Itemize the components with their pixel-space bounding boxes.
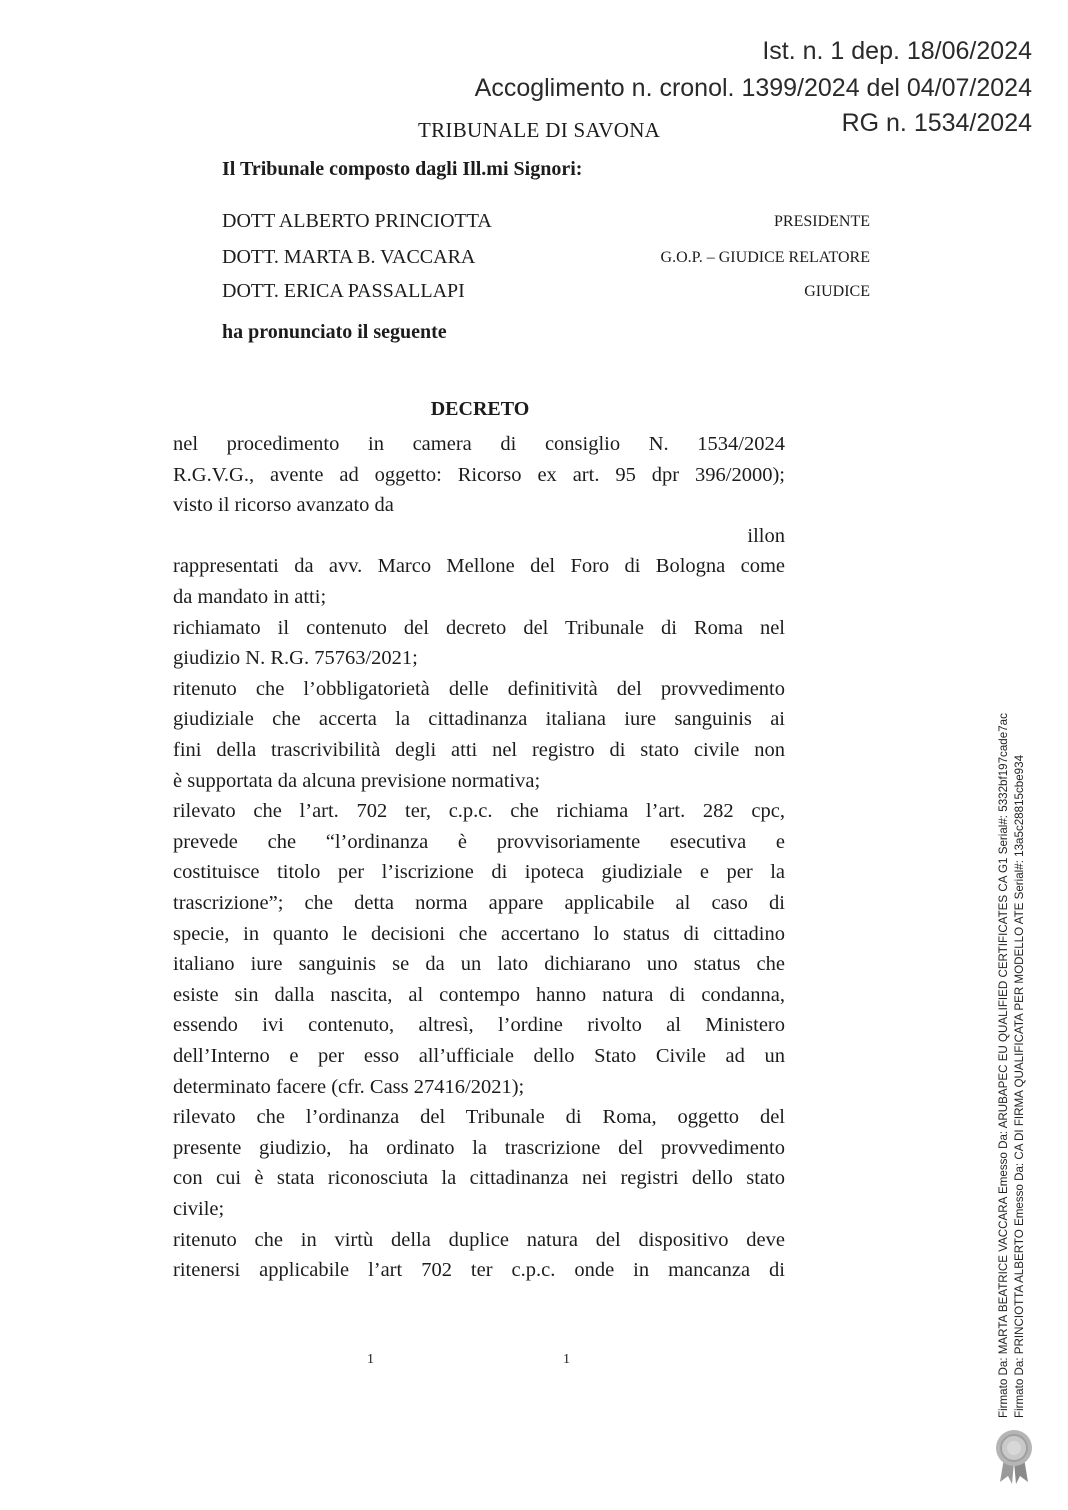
decree-line: giudizio N. R.G. 75763/2021; [173,647,418,670]
decree-line: trascrizione”; che detta norma appare applicabile al caso di [173,892,785,914]
decree-line: essendo ivi contenuto, altresì, l’ordine rivolto al Ministero [173,1014,785,1037]
judge-row [222,210,870,238]
decree-line: è supportata da alcuna previsione normativa; [173,769,541,792]
signature-seal-icon [992,1428,1036,1484]
decree-line: illon [747,524,785,547]
decree-line: con cui è stata riconosciuta la cittadinanza nei registri dello stato [173,1167,785,1190]
digital-signature-text: Firmato Da: MARTA BEATRICE VACCARA Emesso Da: ARUBAPEC EU QUALIFIED CERTIFICATES CA G1 Serial#: 5332bf197cade7ac [997,713,1010,1418]
decree-line: civile; [173,1198,225,1220]
decree-line: richiamato il contenuto del decreto del Tribunale di Roma nel [173,616,785,639]
judge-role: PRESIDENTE [774,213,870,230]
decree-line: nel procedimento in camera di consiglio N. 1534/2024 [173,433,785,455]
page-number: 1 [563,1352,570,1367]
decree-line: costituisce titolo per l’iscrizione di ipoteca giudiziale e per la [173,861,785,884]
decree-line: prevede che “l’ordinanza è provvisoriamente esecutiva e [173,830,785,853]
page-number: 1 [367,1352,374,1367]
decree-line: italiano iure sanguinis se da un lato dichiarano uno status che [173,953,785,976]
judge-row [222,280,870,308]
decree-line: R.G.V.G., avente ad oggetto: Ricorso ex art. 95 dpr 396/2000); [173,463,785,486]
judge-name: DOTT. ERICA PASSALLAPI [222,280,465,302]
decree-line: presente giudizio, ha ordinato la trascrizione del provvedimento [173,1136,785,1159]
acceptance-stamp: Accoglimento n. cronol. 1399/2024 del 04/07/2024 [474,74,1032,102]
decree-line: rilevato che l’art. 702 ter, c.p.c. che richiama l’art. 282 cpc, [173,800,785,823]
decree-line: da mandato in atti; [173,586,327,608]
decree-line: visto il ricorso avanzato da [173,494,394,517]
decree-line: dell’Interno e per esso all’ufficiale dello Stato Civile ad un [173,1045,785,1067]
pronounced-line: ha pronunciato il seguente [222,321,447,343]
decree-line: ritenuto che in virtù della duplice natura del dispositivo deve [173,1228,785,1251]
judge-name: DOTT ALBERTO PRINCIOTTA [222,210,492,232]
judge-role: G.O.P. – GIUDICE RELATORE [660,249,870,266]
decree-line: rilevato che l’ordinanza del Tribunale di Roma, oggetto del [173,1106,785,1129]
decree-line: esiste sin dalla nascita, al contempo hanno natura di condanna, [173,983,785,1006]
decree-title: DECRETO [430,398,530,420]
decree-line: rappresentati da avv. Marco Mellone del Foro di Bologna come [173,555,785,578]
decree-line: fini della trascrivibilità degli atti nel registro di stato civile non [173,739,785,761]
digital-signature-text: Firmato Da: PRINCIOTTA ALBERTO Emesso Da: CA DI FIRMA QUALIFICATA PER MODELLO ATE Serial#: 13a5c28815cbe934 [1013,754,1026,1418]
filing-stamp: Ist. n. 1 dep. 18/06/2024 [762,37,1032,65]
decree-line: ritenersi applicabile l’art 702 ter c.p.c. onde in mancanza di [173,1259,785,1282]
composition-intro: Il Tribunale composto dagli Ill.mi Signori: [222,158,583,180]
decree-line: ritenuto che l’obbligatorietà delle definitività del provvedimento [173,677,785,700]
decree-line: giudiziale che accerta la cittadinanza italiana iure sanguinis ai [173,708,785,731]
decree-line: determinato facere (cfr. Cass 27416/2021); [173,1075,525,1098]
judge-row [222,246,870,274]
judge-name: DOTT. MARTA B. VACCARA [222,246,476,268]
rg-number-stamp: RG n. 1534/2024 [841,109,1032,137]
court-name: TRIBUNALE DI SAVONA [418,118,661,142]
judge-role: GIUDICE [804,283,870,300]
decree-line: specie, in quanto le decisioni che accertano lo status di cittadino [173,922,785,945]
